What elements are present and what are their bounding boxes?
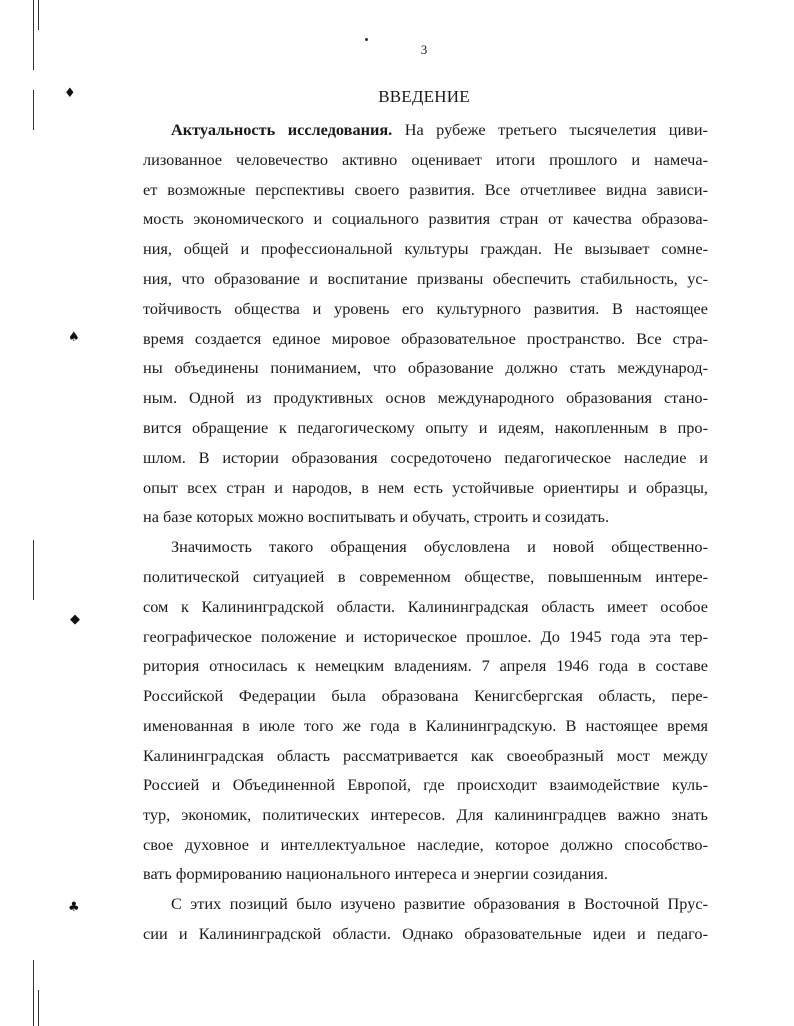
scan-edge-line xyxy=(33,540,34,600)
section-heading: ВВЕДЕНИЕ xyxy=(378,87,470,106)
text-line: С этих позиций было изучено развитие образования в Восточной Прус- xyxy=(171,894,708,913)
scan-dot xyxy=(365,38,368,41)
text-line: опыт всех стран и народов, в нем есть устойчивые ориентиры и образцы, xyxy=(143,478,708,497)
text-line: тур, экономик, политических интересов. Для калининградцев важно знать xyxy=(143,805,708,824)
text-line: ритория относилась к немецким владениям. 7 апреля 1946 года в составе xyxy=(143,656,708,675)
scan-edge-line xyxy=(33,0,34,70)
text-line: Российской Федерации была образована Кенигсбергская область, пере- xyxy=(143,686,708,705)
text-line: именованная в июле того же года в Калининградскую. В настоящее время xyxy=(143,716,708,735)
page-number: 3 xyxy=(420,42,428,57)
text-line: мость экономического и социального развития стран от качества образова- xyxy=(143,209,708,228)
scan-edge-line xyxy=(38,0,39,30)
text-line: Россией и Объединенной Европой, где происходит взаимодействие куль- xyxy=(143,775,708,794)
text-line: вать формированию национального интереса и энергии созидания. xyxy=(143,864,608,883)
text-line: сии и Калининградской области. Однако образовательные идеи и педаго- xyxy=(143,924,708,943)
text-line: сом к Калининградской области. Калининградская область имеет особое xyxy=(143,597,708,616)
text-line: тойчивость общества и уровень его культурного развития. В настоящее xyxy=(143,299,708,318)
text-line: вится обращение к педагогическому опыту и идеям, накопленным в про- xyxy=(143,418,708,437)
text-line: ет возможные перспективы своего развития. Все отчетливее видна зависи- xyxy=(143,180,708,199)
text-line: Калининградская область рассматривается как своеобразный мост между xyxy=(143,746,708,765)
text-line: шлом. В истории образования сосредоточено педагогическое наследие и xyxy=(143,448,708,467)
text-line: Значимость такого обращения обусловлена и новой общественно- xyxy=(171,537,708,556)
scan-edge-line xyxy=(33,960,34,1026)
text-line: ния, общей и профессиональной культуры граждан. Не вызывает сомне- xyxy=(143,239,708,258)
text-line: Актуальность исследования. На рубеже третьего тысячелетия циви- xyxy=(171,120,708,139)
text-line: ны объединены пониманием, что образование должно стать международ- xyxy=(143,358,708,377)
punch-mark-icon: ♦ xyxy=(64,86,76,101)
punch-mark-icon: ♠ xyxy=(68,330,80,345)
lead-phrase: Актуальность исследования. xyxy=(171,120,393,139)
text-line: ным. Одной из продуктивных основ международного образования стано- xyxy=(143,388,708,407)
text-line: лизованное человечество активно оценивает итоги прошлого и намеча- xyxy=(143,150,708,169)
text-line: политической ситуацией в современном обществе, повышенным интере- xyxy=(143,567,708,586)
text-line: время создается единое мировое образовательное пространство. Все стра- xyxy=(143,329,708,348)
text-line: на базе которых можно воспитывать и обучать, строить и созидать. xyxy=(143,507,610,526)
text-line: ния, что образование и воспитание призваны обеспечить стабильность, ус- xyxy=(143,269,708,288)
punch-mark-icon: ♣ xyxy=(68,900,80,915)
scan-edge-line xyxy=(38,990,39,1026)
text-line: свое духовное и интеллектуальное наследие, которое должно способство- xyxy=(143,835,708,854)
punch-mark-icon: ◆ xyxy=(70,612,80,627)
text-line: географическое положение и историческое прошлое. До 1945 года эта тер- xyxy=(143,627,708,646)
